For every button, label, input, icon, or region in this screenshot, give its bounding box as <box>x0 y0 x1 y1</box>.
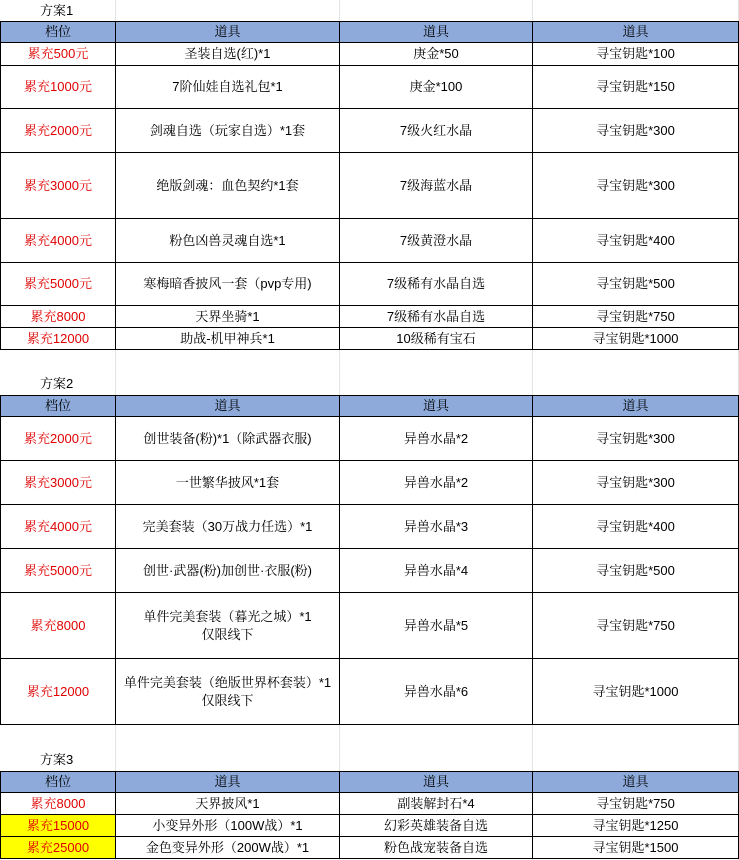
item-cell[interactable]: 剑魂自选（玩家自选）*1套 <box>116 109 340 153</box>
tier-cell[interactable]: 累充3000元 <box>1 153 116 219</box>
tier-cell[interactable]: 累充8000 <box>1 793 116 815</box>
item-cell-line: 单件完美套装（暮光之城）*1 <box>143 608 312 624</box>
table-header-row <box>1 396 739 417</box>
item-cell[interactable]: 寻宝钥匙*750 <box>533 306 739 328</box>
column-header[interactable]: 档位 <box>1 22 116 43</box>
table-row <box>1 153 739 219</box>
column-header[interactable]: 道具 <box>533 396 739 417</box>
item-cell[interactable]: 庚金*100 <box>340 66 533 109</box>
item-cell[interactable]: 寻宝钥匙*750 <box>533 593 739 659</box>
table-row <box>1 306 739 328</box>
table-row <box>1 549 739 593</box>
table-row <box>1 43 739 66</box>
item-cell[interactable]: 10级稀有宝石 <box>340 328 533 350</box>
tier-cell[interactable]: 累充8000 <box>1 593 116 659</box>
plan-table <box>0 21 739 350</box>
item-cell[interactable]: 寻宝钥匙*300 <box>533 109 739 153</box>
item-cell[interactable]: 异兽水晶*3 <box>340 505 533 549</box>
item-cell[interactable]: 圣装自选(红)*1 <box>116 43 340 66</box>
table-row <box>1 793 739 815</box>
tier-cell[interactable]: 累充2000元 <box>1 109 116 153</box>
item-cell[interactable]: 完美套装（30万战力任选）*1 <box>116 505 340 549</box>
item-cell[interactable]: 寻宝钥匙*1250 <box>533 815 739 837</box>
table-row <box>1 219 739 263</box>
item-cell[interactable]: 异兽水晶*4 <box>340 549 533 593</box>
item-cell[interactable]: 天界坐骑*1 <box>116 306 340 328</box>
item-cell[interactable]: 助战-机甲神兵*1 <box>116 328 340 350</box>
item-cell[interactable]: 金色变异外形（200W战）*1 <box>116 837 340 859</box>
item-cell-line: 仅限线下 <box>201 626 254 642</box>
item-cell[interactable]: 7级黄澄水晶 <box>340 219 533 263</box>
tier-cell[interactable]: 累充3000元 <box>1 461 116 505</box>
item-cell[interactable]: 异兽水晶*6 <box>340 659 533 725</box>
item-cell[interactable]: 寻宝钥匙*750 <box>533 793 739 815</box>
table-header-row <box>1 772 739 793</box>
tier-cell[interactable]: 累充4000元 <box>1 505 116 549</box>
tier-cell[interactable]: 累充8000 <box>1 306 116 328</box>
table-row <box>1 593 739 659</box>
item-cell[interactable]: 小变异外形（100W战）*1 <box>116 815 340 837</box>
item-cell[interactable]: 寻宝钥匙*1000 <box>533 659 739 725</box>
column-header[interactable]: 道具 <box>116 396 340 417</box>
item-cell[interactable]: 副装解封石*4 <box>340 793 533 815</box>
item-cell[interactable]: 异兽水晶*2 <box>340 417 533 461</box>
item-cell[interactable]: 一世繁华披风*1套 <box>116 461 340 505</box>
item-cell[interactable]: 寻宝钥匙*150 <box>533 66 739 109</box>
table-row <box>1 659 739 725</box>
item-cell[interactable]: 创世·武器(粉)加创世·衣服(粉) <box>116 549 340 593</box>
tier-cell[interactable]: 累充1000元 <box>1 66 116 109</box>
table-row <box>1 461 739 505</box>
tier-cell[interactable]: 累充5000元 <box>1 263 116 306</box>
item-cell[interactable]: 寻宝钥匙*500 <box>533 263 739 306</box>
item-cell[interactable]: 粉色凶兽灵魂自选*1 <box>116 219 340 263</box>
tier-cell[interactable]: 累充5000元 <box>1 549 116 593</box>
item-cell[interactable]: 创世装备(粉)*1（除武器衣服) <box>116 417 340 461</box>
item-cell[interactable]: 寻宝钥匙*300 <box>533 461 739 505</box>
tier-cell[interactable]: 累充25000 <box>1 837 116 859</box>
item-cell[interactable] <box>116 659 340 725</box>
column-header[interactable]: 道具 <box>340 772 533 793</box>
tier-cell[interactable]: 累充15000 <box>1 815 116 837</box>
item-cell[interactable]: 7级稀有水晶自选 <box>340 306 533 328</box>
tier-cell[interactable]: 累充2000元 <box>1 417 116 461</box>
item-cell[interactable]: 庚金*50 <box>340 43 533 66</box>
column-header[interactable]: 道具 <box>340 22 533 43</box>
column-header[interactable]: 道具 <box>116 22 340 43</box>
item-cell[interactable]: 寻宝钥匙*300 <box>533 417 739 461</box>
item-cell[interactable]: 7级海蓝水晶 <box>340 153 533 219</box>
item-cell[interactable]: 7级稀有水晶自选 <box>340 263 533 306</box>
table-row <box>1 263 739 306</box>
table-header-row <box>1 22 739 43</box>
table-row <box>1 66 739 109</box>
item-cell[interactable] <box>116 593 340 659</box>
item-cell[interactable]: 寻宝钥匙*400 <box>533 219 739 263</box>
tier-cell[interactable]: 累充12000 <box>1 659 116 725</box>
column-header[interactable]: 道具 <box>533 772 739 793</box>
tier-cell[interactable]: 累充12000 <box>1 328 116 350</box>
item-cell[interactable]: 寻宝钥匙*400 <box>533 505 739 549</box>
table-row <box>1 328 739 350</box>
item-cell[interactable]: 粉色战宠装备自选 <box>340 837 533 859</box>
column-header[interactable]: 道具 <box>340 396 533 417</box>
item-cell[interactable]: 天界披风*1 <box>116 793 340 815</box>
item-cell[interactable]: 寻宝钥匙*1000 <box>533 328 739 350</box>
item-cell[interactable]: 7阶仙娃自选礼包*1 <box>116 66 340 109</box>
plan-table <box>0 395 739 725</box>
item-cell[interactable]: 绝版剑魂：血色契约*1套 <box>116 153 340 219</box>
column-header[interactable]: 档位 <box>1 396 116 417</box>
item-cell[interactable]: 寻宝钥匙*300 <box>533 153 739 219</box>
item-cell[interactable]: 异兽水晶*2 <box>340 461 533 505</box>
column-header[interactable]: 档位 <box>1 772 116 793</box>
item-cell[interactable]: 寻宝钥匙*100 <box>533 43 739 66</box>
tier-cell[interactable]: 累充500元 <box>1 43 116 66</box>
item-cell[interactable]: 7级火红水晶 <box>340 109 533 153</box>
table-row <box>1 837 739 859</box>
plan-title[interactable]: 方案3 <box>40 752 74 767</box>
item-cell-line: 仅限线下 <box>201 692 254 708</box>
table-row <box>1 505 739 549</box>
column-header[interactable]: 道具 <box>533 22 739 43</box>
item-cell[interactable]: 寒梅暗香披风一套（pvp专用) <box>116 263 340 306</box>
item-cell[interactable]: 异兽水晶*5 <box>340 593 533 659</box>
item-cell-line: 单件完美套装（绝版世界杯套装）*1 <box>123 674 332 690</box>
plan-title[interactable]: 方案1 <box>40 3 74 18</box>
tier-cell[interactable]: 累充4000元 <box>1 219 116 263</box>
item-cell[interactable]: 幻彩英雄装备自选 <box>340 815 533 837</box>
item-cell[interactable]: 寻宝钥匙*1500 <box>533 837 739 859</box>
column-header[interactable]: 道具 <box>116 772 340 793</box>
table-row <box>1 815 739 837</box>
item-cell[interactable]: 寻宝钥匙*500 <box>533 549 739 593</box>
plan-table <box>0 771 739 859</box>
plan-title[interactable]: 方案2 <box>40 376 74 391</box>
table-row <box>1 109 739 153</box>
table-row <box>1 417 739 461</box>
